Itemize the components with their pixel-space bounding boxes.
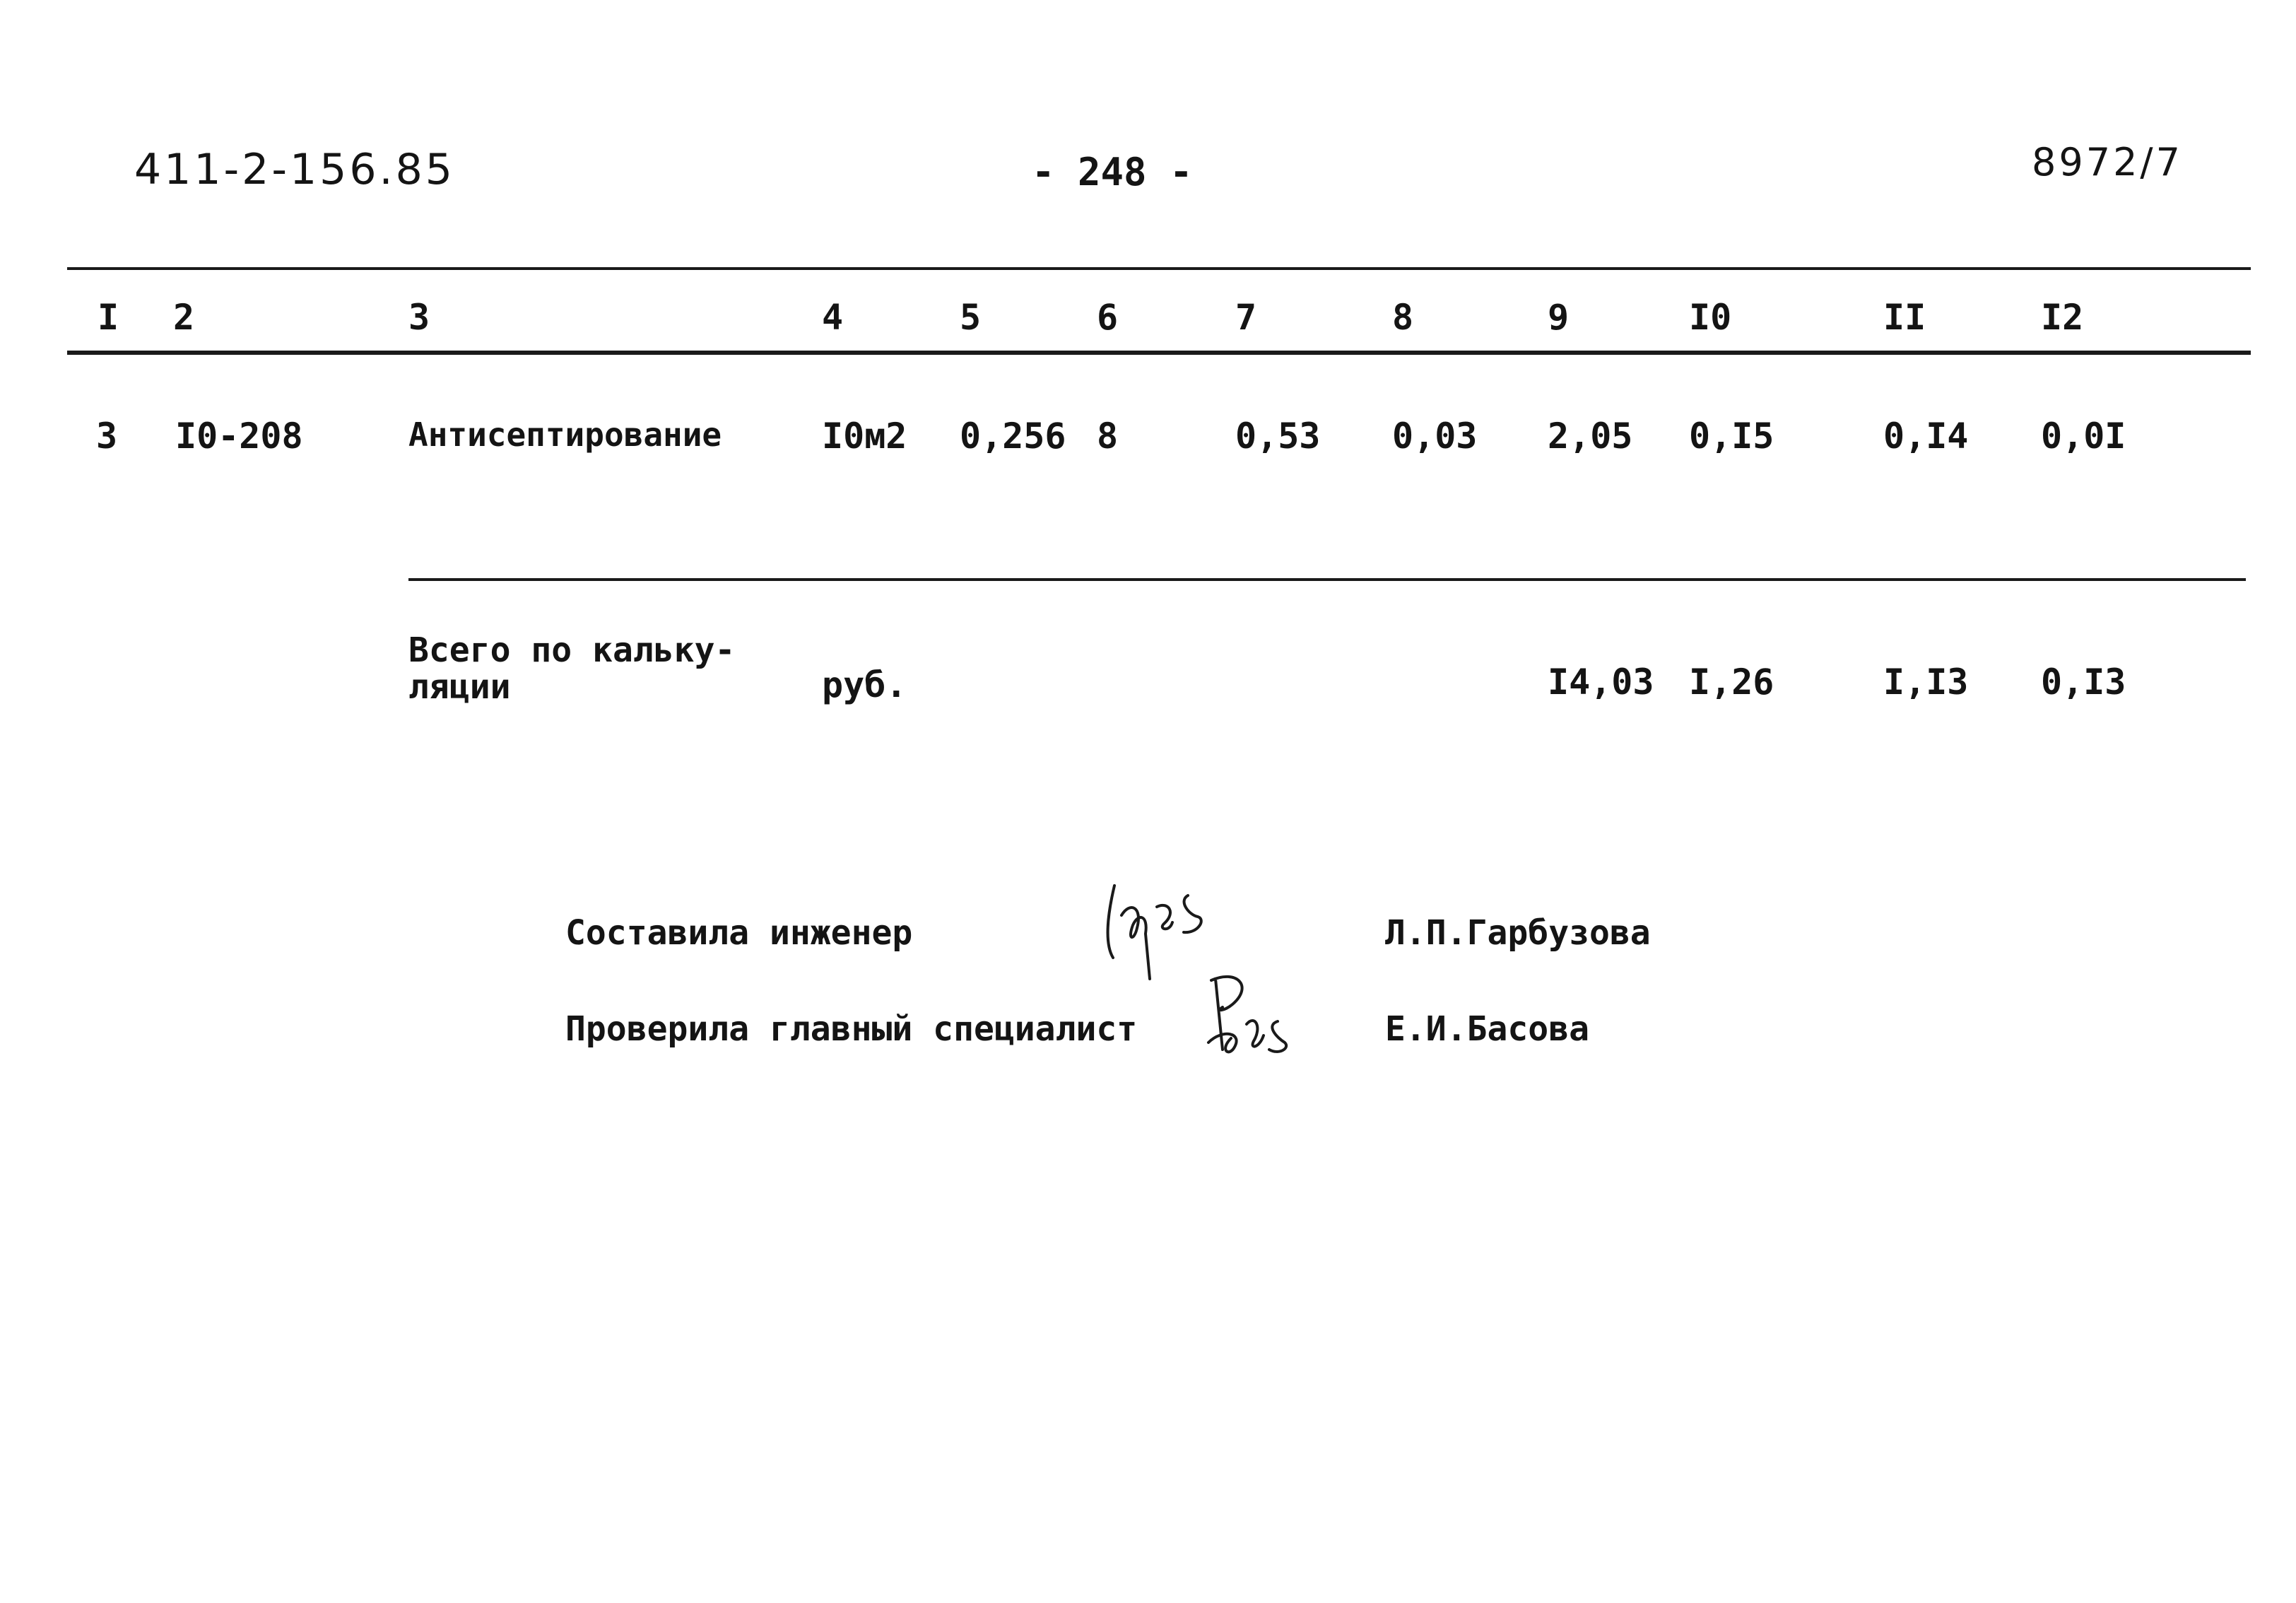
compiled-by-name: Л.П.Гарбузова bbox=[1385, 913, 1651, 953]
total-col12: 0,I3 bbox=[2041, 662, 2126, 703]
total-label-line1: Всего по кальку- bbox=[408, 630, 736, 670]
sheet-reference: 8972/7 bbox=[2032, 140, 2183, 184]
document-code: 411-2-156.85 bbox=[134, 145, 455, 194]
total-col9: I4,03 bbox=[1548, 662, 1654, 703]
column-header: 7 bbox=[1235, 297, 1257, 338]
cell-col12: 0,0I bbox=[2041, 416, 2126, 457]
handwritten-signature-checked bbox=[1194, 965, 1307, 1064]
total-label-line2: ляции bbox=[408, 667, 511, 707]
cell-col7: 0,53 bbox=[1235, 416, 1321, 457]
total-col10: I,26 bbox=[1689, 662, 1774, 703]
column-header: I bbox=[98, 297, 119, 338]
checked-by-name: Е.И.Басова bbox=[1385, 1009, 1589, 1049]
cell-work-name: Антисептирование bbox=[408, 416, 722, 454]
column-header: I2 bbox=[2041, 297, 2084, 338]
column-header: 2 bbox=[173, 297, 195, 338]
column-header: I0 bbox=[1689, 297, 1732, 338]
checked-by-label: Проверила главный специалист bbox=[565, 1009, 1138, 1049]
column-header: 4 bbox=[822, 297, 844, 338]
table-top-rule bbox=[67, 267, 2251, 270]
cell-col8: 0,03 bbox=[1392, 416, 1478, 457]
column-header: II bbox=[1883, 297, 1926, 338]
cell-row-number: 3 bbox=[96, 416, 118, 457]
cell-col9: 2,05 bbox=[1548, 416, 1633, 457]
column-header: 9 bbox=[1548, 297, 1570, 338]
cell-col11: 0,I4 bbox=[1883, 416, 1969, 457]
column-header: 5 bbox=[960, 297, 982, 338]
cell-unit: I0м2 bbox=[822, 416, 907, 457]
total-separator-rule bbox=[408, 578, 2246, 581]
page-number: - 248 - bbox=[1032, 150, 1193, 194]
cell-col5: 0,256 bbox=[960, 416, 1066, 457]
cell-col10: 0,I5 bbox=[1689, 416, 1774, 457]
total-unit: руб. bbox=[822, 664, 907, 705]
compiled-by-label: Составила инженер bbox=[565, 913, 913, 953]
table-header-rule bbox=[67, 351, 2251, 355]
column-header: 8 bbox=[1392, 297, 1414, 338]
column-header: 3 bbox=[408, 297, 430, 338]
total-col11: I,I3 bbox=[1883, 662, 1969, 703]
cell-code: I0-208 bbox=[175, 416, 303, 457]
column-header: 6 bbox=[1097, 297, 1119, 338]
cell-col6: 8 bbox=[1097, 416, 1119, 457]
